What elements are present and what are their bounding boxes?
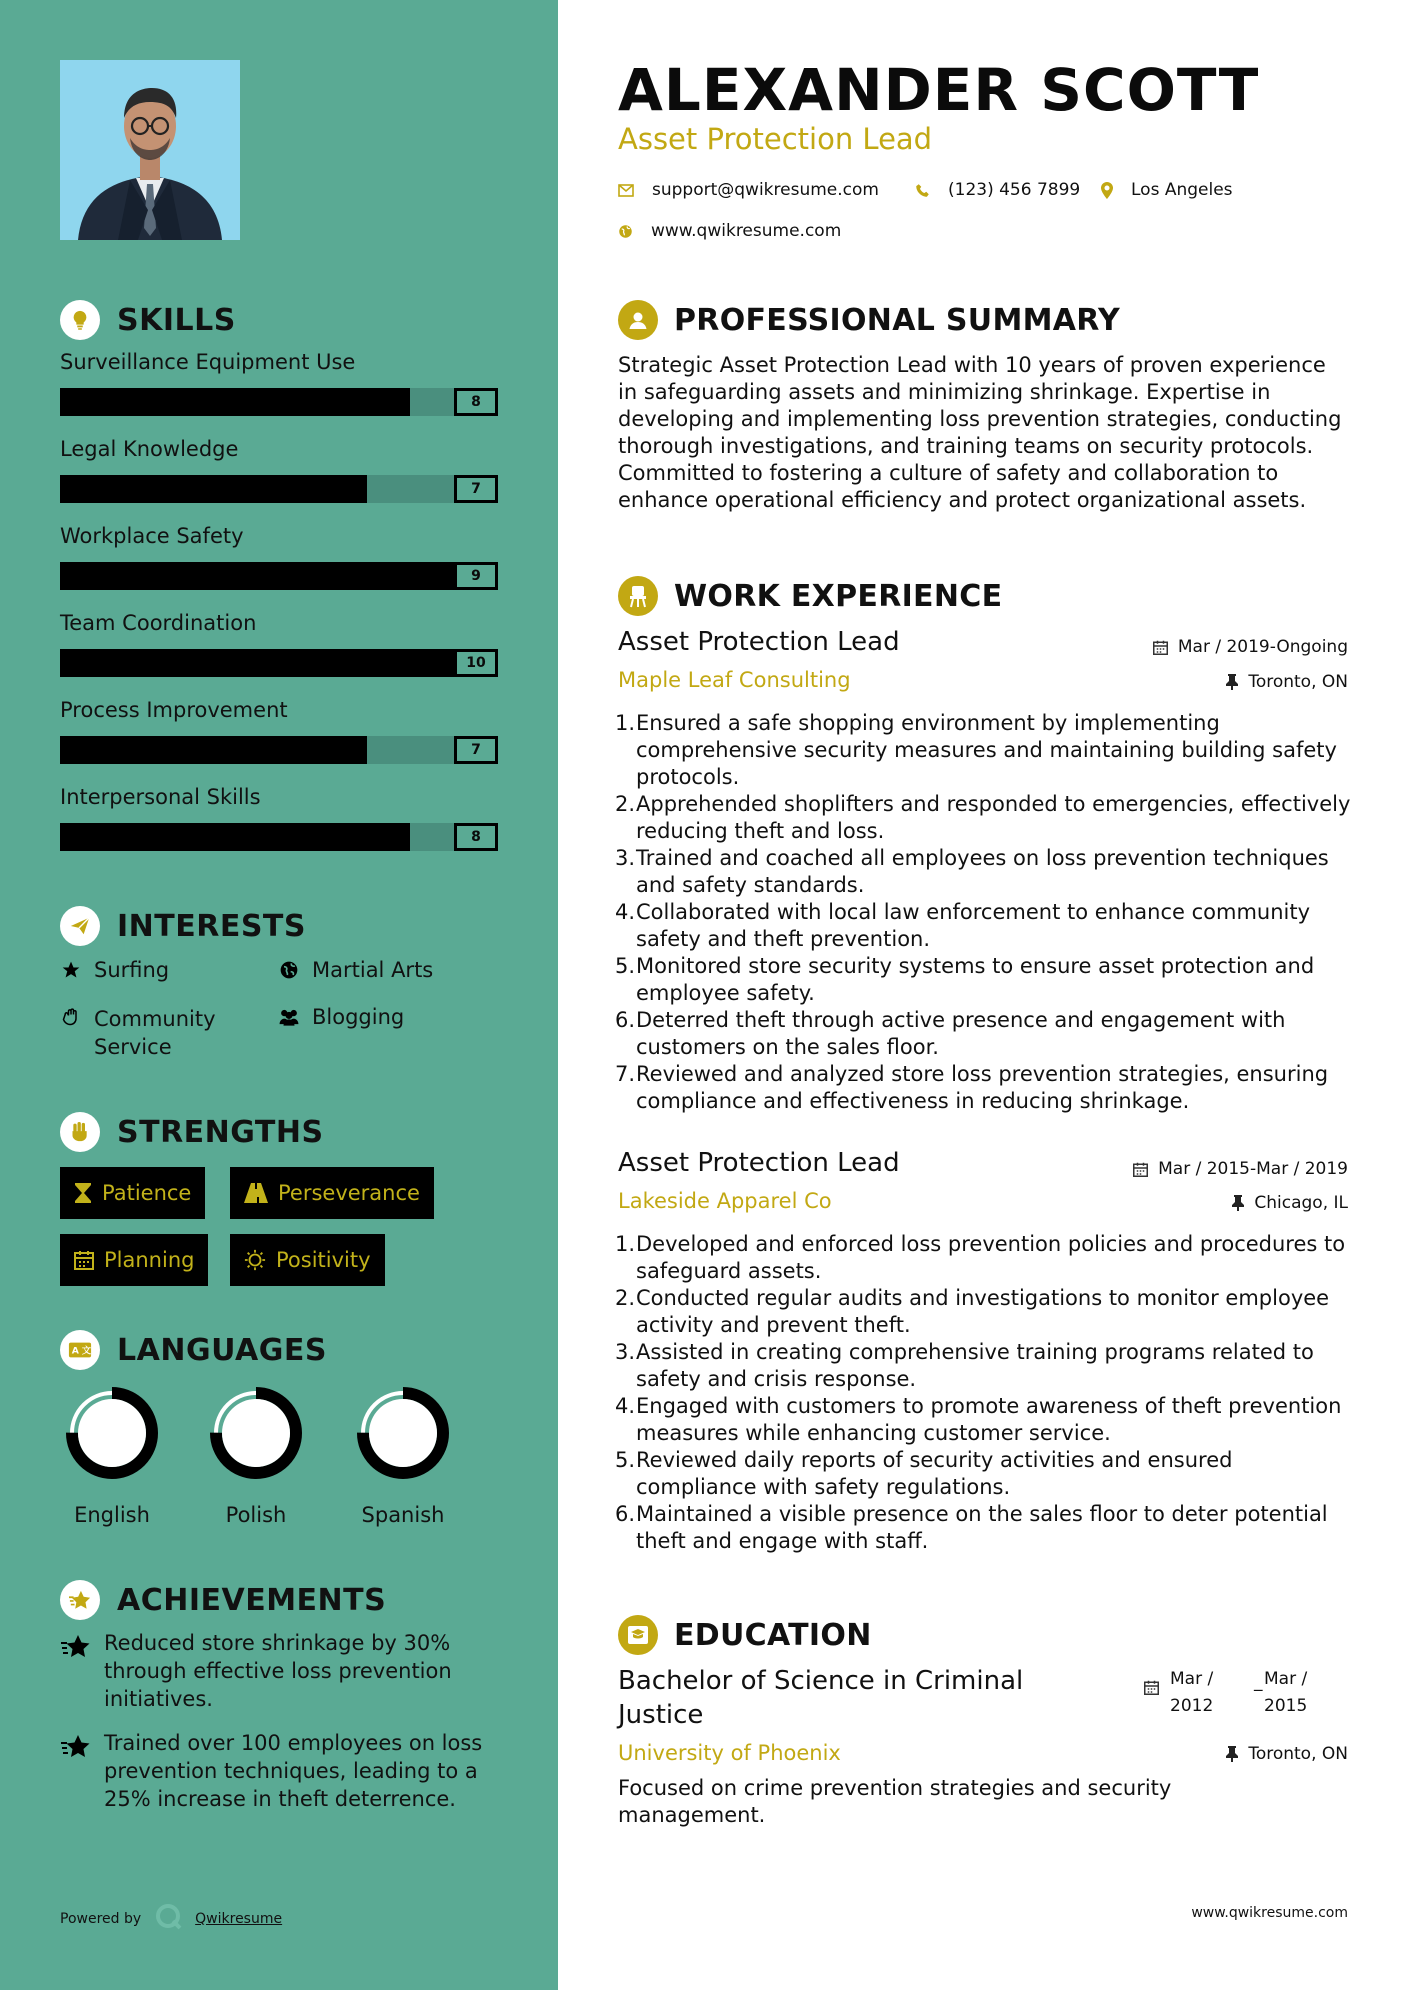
duty-item [615, 899, 1358, 953]
phone-text: (123) 456 7899 [948, 180, 1081, 200]
duty-item [615, 845, 1358, 899]
duty-item [615, 1447, 1358, 1501]
phone-icon [915, 183, 930, 198]
achievements-title: ACHIEVEMENTS [117, 1582, 387, 1618]
strength-label: Perseverance [278, 1181, 420, 1205]
duty-item [615, 953, 1358, 1007]
school-name: University of Phoenix [618, 1741, 841, 1765]
education-heading [618, 1615, 872, 1655]
achievement-text: Reduced store shrinkage by 30% through effective loss prevention initiatives. [104, 1631, 452, 1711]
end-year: 2015 [1264, 1696, 1308, 1716]
contact-website[interactable] [618, 221, 841, 241]
strength-label: Planning [104, 1248, 195, 1272]
interest-item [60, 958, 169, 982]
skill-item [60, 785, 498, 851]
lightbulb-icon [60, 300, 100, 340]
calendar-icon [1133, 1162, 1148, 1177]
powered-by-label: Powered by [60, 1911, 142, 1927]
strength-chip [230, 1167, 434, 1219]
calendar-icon [1144, 1680, 1159, 1699]
achievement-item [60, 1629, 500, 1713]
achievements-heading [60, 1580, 386, 1620]
skill-bar [60, 736, 498, 764]
graduation-icon [618, 1615, 658, 1655]
duty-text: Collaborated with local law enforcement to enhance community safety and theft prevention. [636, 900, 1311, 951]
skill-score: 10 [454, 649, 498, 677]
job-dates-text: Mar / 2015-Mar / 2019 [1158, 1159, 1348, 1179]
education-title: EDUCATION [674, 1617, 872, 1653]
globe-icon [618, 224, 633, 239]
language-ring-center [222, 1399, 290, 1467]
skill-bar-fill [60, 388, 410, 416]
contact-email[interactable] [618, 180, 879, 200]
skill-bar-fill [60, 736, 367, 764]
star-badge-icon [60, 1580, 100, 1620]
language-level-ring [355, 1385, 451, 1481]
job-duties [615, 1231, 1358, 1555]
skill-score: 8 [454, 388, 498, 416]
language-level-ring [208, 1385, 304, 1481]
duty-number: 4. [615, 1394, 636, 1418]
hourglass-icon [74, 1182, 92, 1204]
contact-location [1101, 180, 1233, 200]
candidate-role: Asset Protection Lead [618, 122, 933, 156]
company-name: Maple Leaf Consulting [618, 668, 851, 692]
end-month: Mar / [1264, 1669, 1308, 1689]
skill-score: 8 [454, 823, 498, 851]
interests-title: INTERESTS [117, 908, 306, 944]
user-icon [618, 300, 658, 340]
skill-name: Surveillance Equipment Use [60, 350, 356, 374]
strength-chip [230, 1234, 385, 1286]
job-location [1226, 672, 1348, 692]
duty-item [615, 1231, 1358, 1285]
skill-name: Workplace Safety [60, 524, 244, 548]
achievement-item [60, 1729, 500, 1813]
duty-text: Reviewed daily reports of security activities and ensured compliance with safety regulations. [636, 1448, 1233, 1499]
languages-heading [60, 1330, 327, 1370]
star-badge-icon [60, 1629, 94, 1666]
duty-number: 2. [615, 1286, 636, 1310]
qwikresume-logo-icon [155, 1903, 183, 1935]
job-location-text: Toronto, ON [1248, 672, 1348, 692]
summary-heading [618, 300, 1120, 340]
skill-bar-fill [60, 475, 367, 503]
pushpin-icon [1226, 1746, 1238, 1762]
hand-icon [60, 1005, 82, 1027]
duty-text: Assisted in creating comprehensive training programs related to safety and crisis response. [636, 1340, 1314, 1391]
job-title: Asset Protection Lead [618, 1148, 900, 1178]
interest-item [278, 1005, 404, 1029]
language-level-ring [64, 1385, 160, 1481]
languages-title: LANGUAGES [117, 1332, 327, 1368]
contact-phone[interactable] [915, 180, 1080, 200]
language-item [348, 1385, 458, 1527]
powered-by [60, 1903, 282, 1935]
duty-item [615, 1285, 1358, 1339]
skills-title: SKILLS [117, 302, 236, 338]
footer-url[interactable]: www.qwikresume.com [1191, 1905, 1348, 1921]
sun-icon [244, 1249, 266, 1271]
interest-label: Martial Arts [312, 958, 434, 982]
profile-photo [60, 60, 240, 240]
interests-heading [60, 906, 306, 946]
duty-number: 6. [615, 1502, 636, 1526]
language-name: Spanish [361, 1503, 445, 1527]
star-badge-icon [60, 1729, 94, 1766]
interest-label: Blogging [312, 1005, 405, 1029]
website-text: www.qwikresume.com [651, 221, 842, 241]
company-name: Lakeside Apparel Co [618, 1189, 832, 1213]
map-pin-icon [1101, 182, 1113, 199]
duty-item [615, 1007, 1358, 1061]
duty-text: Developed and enforced loss prevention policies and procedures to safeguard assets. [636, 1232, 1346, 1283]
duty-text: Monitored store security systems to ensure asset protection and employee safety. [636, 954, 1315, 1005]
calendar-icon [1153, 640, 1168, 655]
skill-bar [60, 823, 498, 851]
duty-number: 4. [615, 900, 636, 924]
education-location [1226, 1744, 1348, 1764]
strength-label: Patience [102, 1181, 192, 1205]
duty-text: Deterred theft through active presence and engagement with customers on the sales floor. [636, 1008, 1286, 1059]
education-location-text: Toronto, ON [1248, 1744, 1348, 1764]
skill-bar [60, 388, 498, 416]
skill-item [60, 698, 498, 764]
duty-text: Ensured a safe shopping environment by implementing comprehensive security measures and maintaining building safety protocols. [636, 711, 1337, 789]
users-icon [278, 1005, 300, 1027]
duty-number: 5. [615, 954, 636, 978]
duty-text: Apprehended shoplifters and responded to emergencies, effectively reducing theft and loss. [636, 792, 1351, 843]
education-description: Focused on crime prevention strategies and security management. [618, 1776, 1172, 1827]
language-name: Polish [225, 1503, 287, 1527]
interest-item [60, 1005, 260, 1061]
envelope-icon [618, 184, 634, 197]
sidebar [0, 0, 558, 1990]
skill-item [60, 437, 498, 503]
interest-label: Surfing [94, 958, 170, 982]
duty-item [615, 1393, 1358, 1447]
main-content [558, 0, 1407, 1990]
language-item [201, 1385, 311, 1527]
summary-text: Strategic Asset Protection Lead with 10 years of proven experience in safeguarding assets and minimizing shrinkage. Expertise in developing and implementing loss prevention strategies, conducting thorough investigations, and training teams on security protocols. Committed to fostering a culture of safety and collaboration to enhance operational efficiency and protect organizational assets. [618, 353, 1342, 512]
calendar-icon [74, 1250, 94, 1270]
skill-bar-fill [60, 823, 410, 851]
date-separator: _ [1254, 1672, 1263, 1692]
degree-title: Bachelor of Science in Criminal Justice [618, 1666, 1024, 1730]
svg-text:A: A [71, 1345, 79, 1357]
duty-number: 3. [615, 1340, 636, 1364]
strength-label: Positivity [276, 1248, 371, 1272]
duty-text: Trained and coached all employees on loss prevention techniques and safety standards. [636, 846, 1329, 897]
email-text: support@qwikresume.com [652, 180, 879, 200]
duty-number: 5. [615, 1448, 636, 1472]
language-ring-center [369, 1399, 437, 1467]
experience-title: WORK EXPERIENCE [674, 578, 1003, 614]
duty-text: Engaged with customers to promote awareness of theft prevention measures while enhancing customer service. [636, 1394, 1342, 1445]
interest-label: Community Service [94, 1007, 216, 1059]
duty-text: Conducted regular audits and investigations to monitor employee activity and prevent theft. [636, 1286, 1330, 1337]
road-icon [244, 1183, 268, 1203]
skill-item [60, 350, 498, 416]
skill-bar-fill [60, 649, 498, 677]
duty-item [615, 1501, 1358, 1555]
strength-chip [60, 1234, 208, 1286]
job-title: Asset Protection Lead [618, 627, 900, 657]
strengths-heading [60, 1112, 324, 1152]
pushpin-icon [1226, 674, 1238, 690]
start-year: 2012 [1170, 1696, 1214, 1716]
duty-text: Reviewed and analyzed store loss prevention strategies, ensuring compliance and effectiveness in reducing shrinkage. [636, 1062, 1329, 1113]
education-start [1170, 1666, 1213, 1720]
duty-number: 7. [615, 1062, 636, 1086]
svg-text:文: 文 [81, 1345, 92, 1357]
education-end [1264, 1666, 1307, 1720]
job-location [1232, 1193, 1348, 1213]
duty-item [615, 1061, 1358, 1115]
duty-item [615, 1339, 1358, 1393]
skill-name: Process Improvement [60, 698, 288, 722]
experience-heading [618, 576, 1002, 616]
start-month: Mar / [1170, 1669, 1214, 1689]
skill-score: 7 [454, 475, 498, 503]
achievement-text: Trained over 100 employees on loss prevention techniques, leading to a 25% increase in theft deterrence. [104, 1731, 483, 1811]
skill-bar [60, 562, 498, 590]
pushpin-icon [1232, 1195, 1244, 1211]
paper-plane-icon [60, 906, 100, 946]
translate-icon [60, 1330, 100, 1370]
skill-score: 9 [454, 562, 498, 590]
skill-name: Interpersonal Skills [60, 785, 261, 809]
fist-icon [60, 1112, 100, 1152]
qwikresume-link[interactable]: Qwikresume [195, 1911, 283, 1927]
duty-number: 1. [615, 1232, 636, 1256]
skill-name: Legal Knowledge [60, 437, 239, 461]
star-icon [60, 958, 82, 980]
skill-bar [60, 649, 498, 677]
duty-text: Maintained a visible presence on the sales floor to deter potential theft and engage with staff. [636, 1502, 1328, 1553]
chair-icon [618, 576, 658, 616]
job-dates-text: Mar / 2019-Ongoing [1177, 637, 1348, 657]
duty-number: 3. [615, 846, 636, 870]
skill-name: Team Coordination [60, 611, 257, 635]
language-ring-center [78, 1399, 146, 1467]
skill-bar [60, 475, 498, 503]
skills-heading [60, 300, 236, 340]
location-text: Los Angeles [1131, 180, 1233, 200]
strength-chip [60, 1167, 205, 1219]
duty-item [615, 710, 1358, 791]
skill-bar-fill [60, 562, 454, 590]
candidate-name: ALEXANDER SCOTT [618, 56, 1260, 124]
job-duties [615, 710, 1358, 1115]
job-location-text: Chicago, IL [1254, 1193, 1348, 1213]
interest-item [278, 958, 433, 982]
job-dates [1153, 637, 1348, 657]
skill-item [60, 524, 498, 590]
duty-number: 2. [615, 792, 636, 816]
job-dates [1133, 1159, 1348, 1179]
language-name: English [74, 1503, 150, 1527]
skill-item [60, 611, 498, 677]
globe-icon [278, 958, 300, 980]
language-item [57, 1385, 167, 1527]
summary-title: PROFESSIONAL SUMMARY [674, 302, 1121, 338]
duty-number: 1. [615, 711, 636, 735]
duty-number: 6. [615, 1008, 636, 1032]
skill-score: 7 [454, 736, 498, 764]
strengths-title: STRENGTHS [117, 1114, 324, 1150]
duty-item [615, 791, 1358, 845]
